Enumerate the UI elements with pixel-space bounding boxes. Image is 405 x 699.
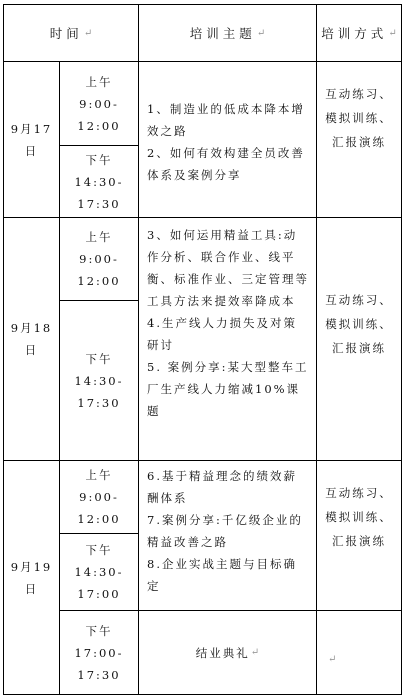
session-start: 9:00- xyxy=(79,96,119,111)
session-cell xyxy=(60,218,138,300)
session-start: 14:30- xyxy=(74,373,124,388)
session-cell xyxy=(60,62,138,145)
session-period: 下午 xyxy=(85,152,113,167)
topic-cell xyxy=(139,218,316,460)
topic-item: 7.案例分享:千亿级企业的精益改善之路 xyxy=(147,513,303,549)
session-end: 17:30 xyxy=(77,196,121,211)
date-cell xyxy=(4,218,59,460)
topic-cell xyxy=(139,62,316,217)
date-cell xyxy=(4,62,59,217)
topic-item: 2、如何有效构建全员改善体系及案例分享 xyxy=(147,146,305,182)
session-end: 17:30 xyxy=(77,395,121,410)
training-schedule-table xyxy=(3,4,402,695)
header-method-label: 培训方式 xyxy=(321,26,388,41)
session-cell xyxy=(60,146,138,217)
topic-cell xyxy=(139,461,316,610)
session-end: 17:00 xyxy=(77,587,121,601)
closing-topic-label: 结业典礼 xyxy=(195,645,250,660)
header-time-label: 时间 xyxy=(49,26,83,41)
table-border xyxy=(401,4,402,695)
table-border xyxy=(3,694,402,695)
empty-method-cell xyxy=(317,611,401,694)
session-end: 12:00 xyxy=(77,512,121,526)
session-end: 12:00 xyxy=(77,274,121,288)
topic-item: 3、如何运用精益工具:动作分析、联合作业、线平衡、标准作业、三定管理等工具方法来提效率降成本 xyxy=(147,228,309,308)
session-cell xyxy=(60,534,138,610)
session-cell xyxy=(60,611,138,694)
paragraph-mark: ↵ xyxy=(328,654,337,665)
method-cell xyxy=(317,218,401,460)
closing-topic-cell: 结业典礼 ↵ xyxy=(139,611,316,694)
method-cell xyxy=(317,62,401,217)
session-end: 12:00 xyxy=(77,118,121,133)
header-method: 培训方式 ↵ xyxy=(321,26,397,41)
topic-item: 5. 案例分享:某大型整车工厂生产线人力缩减10%课题 xyxy=(147,360,309,418)
method-label: 互动练习、模拟训练、汇报演练 xyxy=(325,486,393,548)
session-period: 下午 xyxy=(85,351,113,366)
session-period: 上午 xyxy=(85,230,113,244)
session-period: 下午 xyxy=(85,543,113,557)
session-period: 下午 xyxy=(85,623,113,638)
session-start: 17:00- xyxy=(74,645,124,660)
header-time: 时间 ↵ xyxy=(49,26,93,41)
session-end: 17:30 xyxy=(77,667,121,682)
topic-item: 8.企业实战主题与目标确定 xyxy=(147,557,297,593)
header-topic: 培训主题 ↵ xyxy=(189,26,266,41)
date-label: 9月17日 xyxy=(10,121,53,158)
method-label: 互动练习、模拟训练、汇报演练 xyxy=(325,293,393,355)
method-cell xyxy=(317,461,401,610)
header-topic-label: 培训主题 xyxy=(189,26,256,41)
session-start: 9:00- xyxy=(79,252,119,266)
date-cell xyxy=(4,461,59,694)
session-cell xyxy=(60,461,138,533)
session-start: 9:00- xyxy=(79,490,119,504)
session-start: 14:30- xyxy=(74,174,124,189)
date-label: 9月18日 xyxy=(10,321,53,357)
topic-item: 4.生产线人力损失及对策研讨 xyxy=(147,316,297,352)
topic-item: 6.基于精益理念的绩效薪酬体系 xyxy=(147,469,297,505)
session-start: 14:30- xyxy=(74,565,124,579)
session-cell xyxy=(60,301,138,460)
date-label: 9月19日 xyxy=(10,559,53,596)
method-label: 互动练习、模拟训练、汇报演练 xyxy=(325,87,393,149)
topic-item: 1、制造业的低成本降本增效之路 xyxy=(147,102,305,138)
session-period: 上午 xyxy=(85,74,113,89)
session-period: 上午 xyxy=(85,468,113,482)
